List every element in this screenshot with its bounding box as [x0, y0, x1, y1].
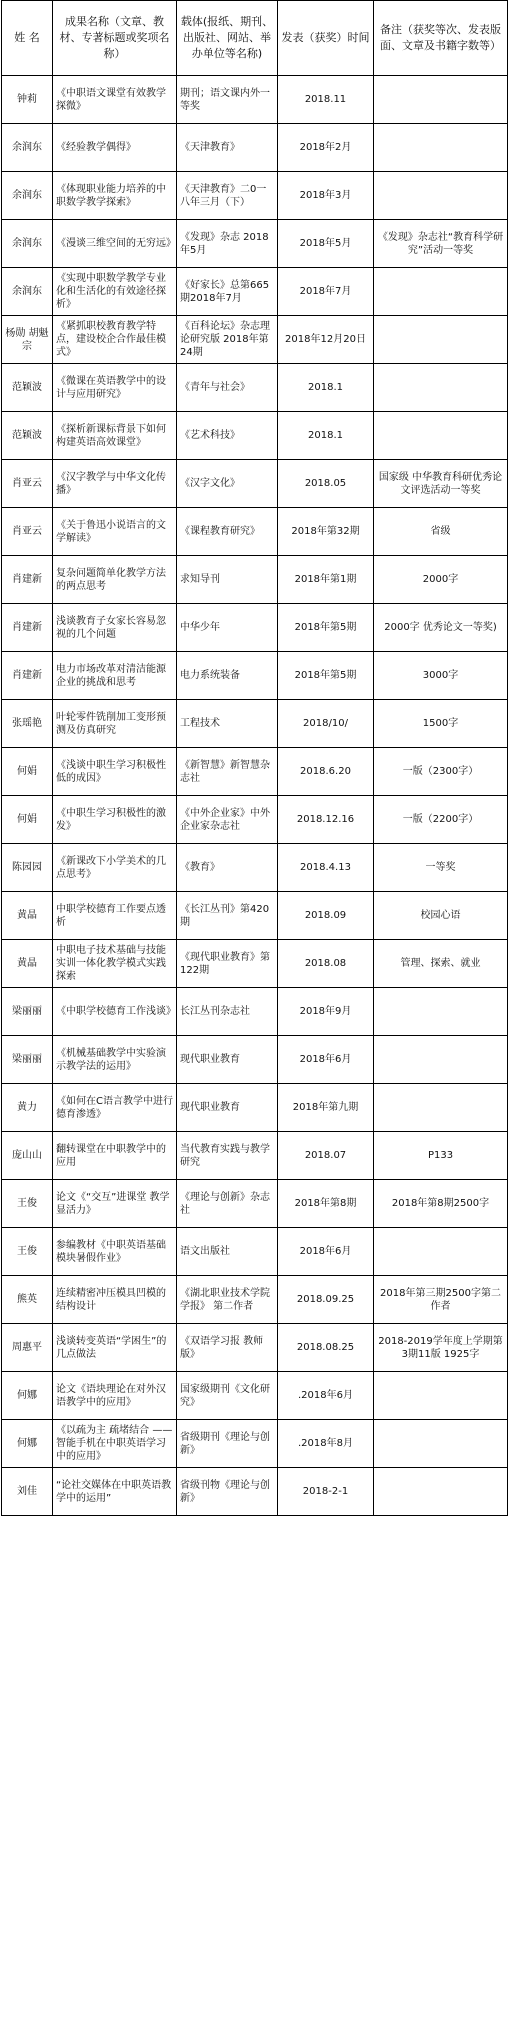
- table-row: [2, 1228, 508, 1276]
- cell-note: [374, 1420, 508, 1468]
- cell-venue: 语文出版社: [177, 1228, 278, 1276]
- cell-name: 钟莉: [2, 76, 53, 124]
- cell-name: 王俊: [2, 1228, 53, 1276]
- cell-title: 浅谈转变英语“学困生”的几点做法: [53, 1324, 177, 1372]
- cell-title: 《紧抓职校教育教学特点，建设校企合作最佳模式》: [53, 316, 177, 364]
- cell-name: 何娟: [2, 796, 53, 844]
- cell-date: 2018.05: [278, 460, 374, 508]
- cell-title: 翻转课堂在中职教学中的应用: [53, 1132, 177, 1180]
- table-row: [2, 124, 508, 172]
- cell-note: [374, 1084, 508, 1132]
- cell-note: 2018年第三期2500字第二作者: [374, 1276, 508, 1324]
- cell-note: 2000字: [374, 556, 508, 604]
- cell-venue: 《百科论坛》杂志理论研究版 2018年第24期: [177, 316, 278, 364]
- cell-name: 周惠平: [2, 1324, 53, 1372]
- cell-title: 《微课在英语教学中的设计与应用研究》: [53, 364, 177, 412]
- header-title: 成果名称（文章、教材、专著标题或奖项名称）: [53, 1, 177, 76]
- table-row: [2, 220, 508, 268]
- cell-venue: 省级期刊《理论与创新》: [177, 1420, 278, 1468]
- cell-name: 王俊: [2, 1180, 53, 1228]
- cell-title: 中职学校德育工作要点透析: [53, 892, 177, 940]
- cell-venue: 工程技术: [177, 700, 278, 748]
- cell-title: 《如何在C语言教学中进行德育渗透》: [53, 1084, 177, 1132]
- cell-venue: 《教育》: [177, 844, 278, 892]
- cell-venue: 《好家长》总第665期2018年7月: [177, 268, 278, 316]
- cell-name: 何娜: [2, 1420, 53, 1468]
- cell-date: 2018-2-1: [278, 1468, 374, 1516]
- cell-date: 2018年第32期: [278, 508, 374, 556]
- table-row: [2, 1180, 508, 1228]
- cell-name: 刘佳: [2, 1468, 53, 1516]
- header-note: 备注（获奖等次、发表版面、文章及书籍字数等）: [374, 1, 508, 76]
- table-row: [2, 892, 508, 940]
- cell-venue: 《青年与社会》: [177, 364, 278, 412]
- cell-note: [374, 1468, 508, 1516]
- header-name: 姓 名: [2, 1, 53, 76]
- table-row: [2, 796, 508, 844]
- table-row: [2, 412, 508, 460]
- cell-note: 国家级 中华教育科研优秀论文评选活动一等奖: [374, 460, 508, 508]
- cell-name: 肖建新: [2, 604, 53, 652]
- cell-date: 2018年3月: [278, 172, 374, 220]
- cell-note: 校园心语: [374, 892, 508, 940]
- cell-date: 2018年第九期: [278, 1084, 374, 1132]
- table-row: [2, 1036, 508, 1084]
- cell-venue: 《现代职业教育》第122期: [177, 940, 278, 988]
- cell-venue: 《中外企业家》中外企业家杂志社: [177, 796, 278, 844]
- cell-date: 2018.07: [278, 1132, 374, 1180]
- cell-name: 肖亚云: [2, 460, 53, 508]
- cell-date: 2018.1: [278, 412, 374, 460]
- table-row: [2, 988, 508, 1036]
- cell-title: 《中职语文课堂有效教学探微》: [53, 76, 177, 124]
- cell-date: 2018.12.16: [278, 796, 374, 844]
- cell-note: 管理、探索、就业: [374, 940, 508, 988]
- cell-title: 《机械基础教学中实验演示教学法的运用》: [53, 1036, 177, 1084]
- cell-date: 2018.11: [278, 76, 374, 124]
- cell-venue: 《长江丛刊》第420期: [177, 892, 278, 940]
- header-date: 发表（获奖）时间: [278, 1, 374, 76]
- cell-title: 浅谈教育子女家长容易忽视的几个问题: [53, 604, 177, 652]
- cell-name: 何娜: [2, 1372, 53, 1420]
- cell-name: 范颖波: [2, 364, 53, 412]
- cell-date: 2018.1: [278, 364, 374, 412]
- cell-venue: 《课程教育研究》: [177, 508, 278, 556]
- cell-note: 2018-2019学年度上学期第3期11版 1925字: [374, 1324, 508, 1372]
- table-row: [2, 1372, 508, 1420]
- cell-title: 论文《“交互”进课堂 教学显活力》: [53, 1180, 177, 1228]
- cell-title: 中职电子技术基础与技能实训一体化教学模式实践探索: [53, 940, 177, 988]
- table-row: [2, 364, 508, 412]
- cell-note: [374, 988, 508, 1036]
- cell-name: 肖建新: [2, 556, 53, 604]
- cell-date: 2018.08: [278, 940, 374, 988]
- cell-title: 《新课改下小学美术的几点思考》: [53, 844, 177, 892]
- cell-title: 《以疏为主 疏堵结合 ——智能手机在中职英语学习中的应用》: [53, 1420, 177, 1468]
- cell-note: [374, 412, 508, 460]
- cell-venue: 《天津教育》二0一八年三月（下）: [177, 172, 278, 220]
- cell-note: [374, 1036, 508, 1084]
- cell-date: 2018.09: [278, 892, 374, 940]
- cell-venue: 《天津教育》: [177, 124, 278, 172]
- cell-venue: 中华少年: [177, 604, 278, 652]
- cell-title: 《汉字教学与中华文化传播》: [53, 460, 177, 508]
- cell-name: 余润东: [2, 220, 53, 268]
- cell-venue: 《汉字文化》: [177, 460, 278, 508]
- cell-title: 《体现职业能力培养的中职数学教学探索》: [53, 172, 177, 220]
- cell-venue: 《双语学习报 教师版》: [177, 1324, 278, 1372]
- cell-venue: 电力系统装备: [177, 652, 278, 700]
- cell-title: 复杂问题简单化教学方法的两点思考: [53, 556, 177, 604]
- table-row: [2, 172, 508, 220]
- cell-note: [374, 1372, 508, 1420]
- cell-date: 2018年12月20日: [278, 316, 374, 364]
- cell-venue: 当代教育实践与教学研究: [177, 1132, 278, 1180]
- cell-note: [374, 124, 508, 172]
- table-row: [2, 76, 508, 124]
- cell-name: 陈园园: [2, 844, 53, 892]
- table-row: [2, 1084, 508, 1132]
- cell-note: 一等奖: [374, 844, 508, 892]
- table-body: [2, 76, 508, 1516]
- table-row: [2, 604, 508, 652]
- cell-venue: 《新智慧》新智慧杂志社: [177, 748, 278, 796]
- table-row: [2, 460, 508, 508]
- cell-date: 2018年2月: [278, 124, 374, 172]
- cell-name: 余润东: [2, 172, 53, 220]
- table-row: [2, 1132, 508, 1180]
- cell-note: 2000字 优秀论文一等奖): [374, 604, 508, 652]
- cell-venue: 《湖北职业技术学院学报》 第二作者: [177, 1276, 278, 1324]
- cell-venue: 期刊；语文课内外一等奖: [177, 76, 278, 124]
- cell-title: 《漫谈三维空间的无穷远》: [53, 220, 177, 268]
- cell-venue: 《理论与创新》杂志社: [177, 1180, 278, 1228]
- cell-note: 1500字: [374, 700, 508, 748]
- cell-venue: 长江丛刊杂志社: [177, 988, 278, 1036]
- cell-name: 余润东: [2, 268, 53, 316]
- cell-name: 庞山山: [2, 1132, 53, 1180]
- cell-name: 梁丽丽: [2, 988, 53, 1036]
- cell-note: [374, 1228, 508, 1276]
- table-row: [2, 316, 508, 364]
- cell-note: 一版（2200字）: [374, 796, 508, 844]
- cell-date: 2018年6月: [278, 1036, 374, 1084]
- cell-name: 范颖波: [2, 412, 53, 460]
- cell-date: 2018年第5期: [278, 604, 374, 652]
- cell-name: 梁丽丽: [2, 1036, 53, 1084]
- cell-note: [374, 76, 508, 124]
- cell-title: 《浅谈中职生学习积极性低的成因》: [53, 748, 177, 796]
- cell-note: 2018年第8期2500字: [374, 1180, 508, 1228]
- header-venue: 载体(报纸、期刊、出版社、网站、举办单位等名称): [177, 1, 278, 76]
- cell-venue: 《艺术科技》: [177, 412, 278, 460]
- header-row: [2, 1, 508, 76]
- cell-note: [374, 268, 508, 316]
- cell-date: .2018年8月: [278, 1420, 374, 1468]
- cell-name: 余润东: [2, 124, 53, 172]
- table-row: [2, 652, 508, 700]
- cell-date: 2018年第1期: [278, 556, 374, 604]
- cell-name: 黄晶: [2, 940, 53, 988]
- cell-note: 3000字: [374, 652, 508, 700]
- table-row: [2, 844, 508, 892]
- cell-name: 熊英: [2, 1276, 53, 1324]
- cell-note: 一版（2300字）: [374, 748, 508, 796]
- table-row: [2, 1468, 508, 1516]
- cell-note: [374, 364, 508, 412]
- table-row: [2, 940, 508, 988]
- cell-title: 《实现中职数学教学专业化和生活化的有效途径探析》: [53, 268, 177, 316]
- cell-title: 连续精密冲压模具凹模的结构设计: [53, 1276, 177, 1324]
- table-row: [2, 700, 508, 748]
- cell-date: 2018年第5期: [278, 652, 374, 700]
- cell-date: 2018年6月: [278, 1228, 374, 1276]
- cell-venue: 国家级期刊《文化研究》: [177, 1372, 278, 1420]
- cell-title: 电力市场改革对清洁能源企业的挑战和思考: [53, 652, 177, 700]
- cell-venue: 《发现》杂志 2018年5月: [177, 220, 278, 268]
- cell-date: 2018年第8期: [278, 1180, 374, 1228]
- table-row: [2, 1276, 508, 1324]
- cell-title: 论文《语块理论在对外汉语教学中的应用》: [53, 1372, 177, 1420]
- cell-date: 2018年9月: [278, 988, 374, 1036]
- cell-title: 《探析新课标背景下如何构建英语高效课堂》: [53, 412, 177, 460]
- cell-note: 省级: [374, 508, 508, 556]
- cell-title: 《中职学校德育工作浅谈》: [53, 988, 177, 1036]
- cell-name: 何娟: [2, 748, 53, 796]
- cell-venue: 现代职业教育: [177, 1084, 278, 1132]
- cell-title: 参编教材《中职英语基础模块暑假作业》: [53, 1228, 177, 1276]
- table-row: [2, 508, 508, 556]
- cell-name: 肖亚云: [2, 508, 53, 556]
- table-row: [2, 1324, 508, 1372]
- cell-date: 2018.4.13: [278, 844, 374, 892]
- cell-name: 张瑶艳: [2, 700, 53, 748]
- cell-title: 《经验教学偶得》: [53, 124, 177, 172]
- cell-venue: 求知导刊: [177, 556, 278, 604]
- cell-title: 叶轮零件铣削加工变形预测及仿真研究: [53, 700, 177, 748]
- cell-note: P133: [374, 1132, 508, 1180]
- cell-note: [374, 172, 508, 220]
- cell-name: 肖建新: [2, 652, 53, 700]
- cell-date: .2018年6月: [278, 1372, 374, 1420]
- cell-title: 《关于鲁迅小说语言的文学解读》: [53, 508, 177, 556]
- table-row: [2, 556, 508, 604]
- cell-title: 《中职生学习积极性的激发》: [53, 796, 177, 844]
- cell-venue: 现代职业教育: [177, 1036, 278, 1084]
- cell-date: 2018年7月: [278, 268, 374, 316]
- cell-note: [374, 316, 508, 364]
- cell-title: “论社交媒体在中职英语教学中的运用”: [53, 1468, 177, 1516]
- cell-date: 2018.6.20: [278, 748, 374, 796]
- cell-date: 2018.09.25: [278, 1276, 374, 1324]
- cell-name: 黄力: [2, 1084, 53, 1132]
- cell-date: 2018年5月: [278, 220, 374, 268]
- cell-name: 黄晶: [2, 892, 53, 940]
- achievement-table: [1, 0, 508, 1516]
- cell-note: 《发现》杂志社“教育科学研究”活动一等奖: [374, 220, 508, 268]
- table-row: [2, 1420, 508, 1468]
- cell-name: 杨勋 胡魁宗: [2, 316, 53, 364]
- cell-date: 2018.08.25: [278, 1324, 374, 1372]
- table-row: [2, 748, 508, 796]
- cell-date: 2018/10/: [278, 700, 374, 748]
- cell-venue: 省级刊物《理论与创新》: [177, 1468, 278, 1516]
- table-row: [2, 268, 508, 316]
